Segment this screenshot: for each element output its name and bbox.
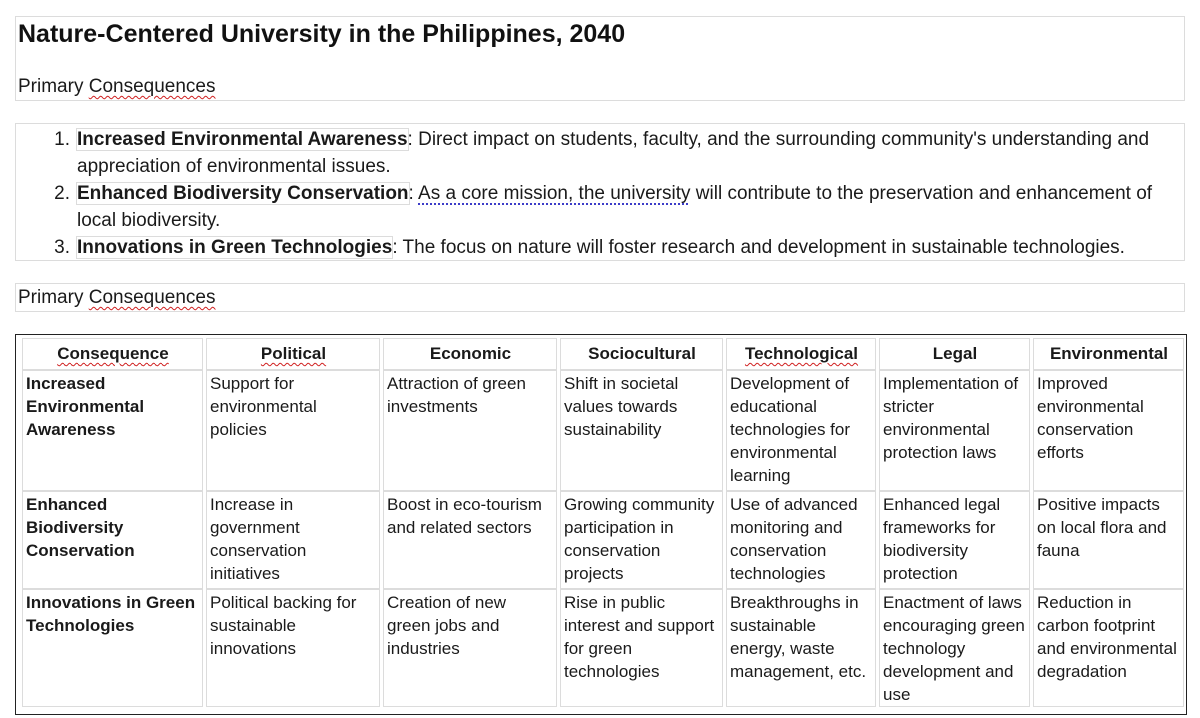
subtitle-text: Primary Consequences: [18, 76, 216, 97]
title-section: [15, 16, 1185, 101]
list-item-term: Increased Environmental Awareness: [77, 129, 408, 150]
numbered-list: [16, 126, 1184, 261]
column-header[interactable]: Consequence: [22, 338, 203, 370]
table-cell[interactable]: Support for environmental policies: [206, 370, 380, 491]
table-cell[interactable]: Positive impacts on local flora and fauna: [1033, 491, 1184, 589]
grammar-flagged-text[interactable]: As a core mission, the university: [418, 183, 691, 204]
list-item-text: : Direct impact on students, faculty, and the surrounding community's understanding and appreciation of environmental issues.: [77, 129, 1150, 177]
column-header[interactable]: Economic: [383, 338, 557, 370]
table-cell[interactable]: Attraction of green investments: [383, 370, 557, 491]
list-item-text: :: [408, 183, 419, 204]
list-number: 1.: [54, 129, 70, 150]
list-number: 3.: [54, 237, 70, 258]
table-cell[interactable]: Political backing for sustainable innovations: [206, 589, 380, 707]
table-row: [22, 589, 1184, 707]
subtitle[interactable]: [18, 76, 216, 98]
list-item[interactable]: [16, 126, 1184, 180]
list-item-text: will contribute to the preservation and enhancement of local biodiversity.: [77, 183, 1153, 231]
table-cell[interactable]: Creation of new green jobs and industries: [383, 589, 557, 707]
column-header[interactable]: Legal: [879, 338, 1030, 370]
table-cell[interactable]: Rise in public interest and support for green technologies: [560, 589, 723, 707]
consequence-list: [15, 123, 1185, 261]
consequence-table: [15, 334, 1187, 715]
spellcheck-flagged-word[interactable]: Consequences: [88, 76, 216, 97]
consequence-matrix: [19, 338, 1187, 707]
table-cell[interactable]: Reduction in carbon footprint and environmental degradation: [1033, 589, 1184, 707]
column-header[interactable]: Environmental: [1033, 338, 1184, 370]
spellcheck-flagged-word[interactable]: Consequences: [88, 287, 216, 308]
row-header-cell[interactable]: Enhanced Biodiversity Conservation: [22, 491, 203, 589]
column-header[interactable]: Technological: [726, 338, 876, 370]
table-cell[interactable]: Development of educational technologies for environmental learning: [726, 370, 876, 491]
table-cell[interactable]: Use of advanced monitoring and conservation technologies: [726, 491, 876, 589]
list-item[interactable]: [16, 180, 1184, 234]
list-item-term: Innovations in Green Technologies: [77, 237, 393, 258]
column-header[interactable]: Sociocultural: [560, 338, 723, 370]
section-heading-text: Primary Consequences: [18, 287, 216, 308]
table-cell[interactable]: Implementation of stricter environmental protection laws: [879, 370, 1030, 491]
table-cell[interactable]: Breakthroughs in sustainable energy, waste management, etc.: [726, 589, 876, 707]
table-cell[interactable]: Enhanced legal frameworks for biodiversity protection: [879, 491, 1030, 589]
row-header-cell[interactable]: Innovations in Green Technologies: [22, 589, 203, 707]
table-cell[interactable]: Shift in societal values towards sustainability: [560, 370, 723, 491]
table-cell[interactable]: Boost in eco-tourism and related sectors: [383, 491, 557, 589]
table-cell[interactable]: Enactment of laws encouraging green technology development and use: [879, 589, 1030, 707]
list-item-term: Enhanced Biodiversity Conservation: [77, 183, 409, 204]
row-header-cell[interactable]: Increased Environmental Awareness: [22, 370, 203, 491]
table-cell[interactable]: Increase in government conservation initiatives: [206, 491, 380, 589]
section-heading-block: [15, 283, 1185, 312]
document-title[interactable]: Nature-Centered University in the Philippines, 2040: [18, 20, 626, 48]
table-cell[interactable]: Improved environmental conservation efforts: [1033, 370, 1184, 491]
column-header[interactable]: Political: [206, 338, 380, 370]
list-item-text: : The focus on nature will foster research and development in sustainable technologies.: [392, 237, 1125, 258]
table-cell[interactable]: Growing community participation in conservation projects: [560, 491, 723, 589]
table-header-row: [22, 338, 1184, 370]
list-item[interactable]: [16, 234, 1184, 261]
list-number: 2.: [54, 183, 70, 204]
table-row: [22, 370, 1184, 491]
section-heading[interactable]: [18, 287, 216, 309]
table-row: [22, 491, 1184, 589]
